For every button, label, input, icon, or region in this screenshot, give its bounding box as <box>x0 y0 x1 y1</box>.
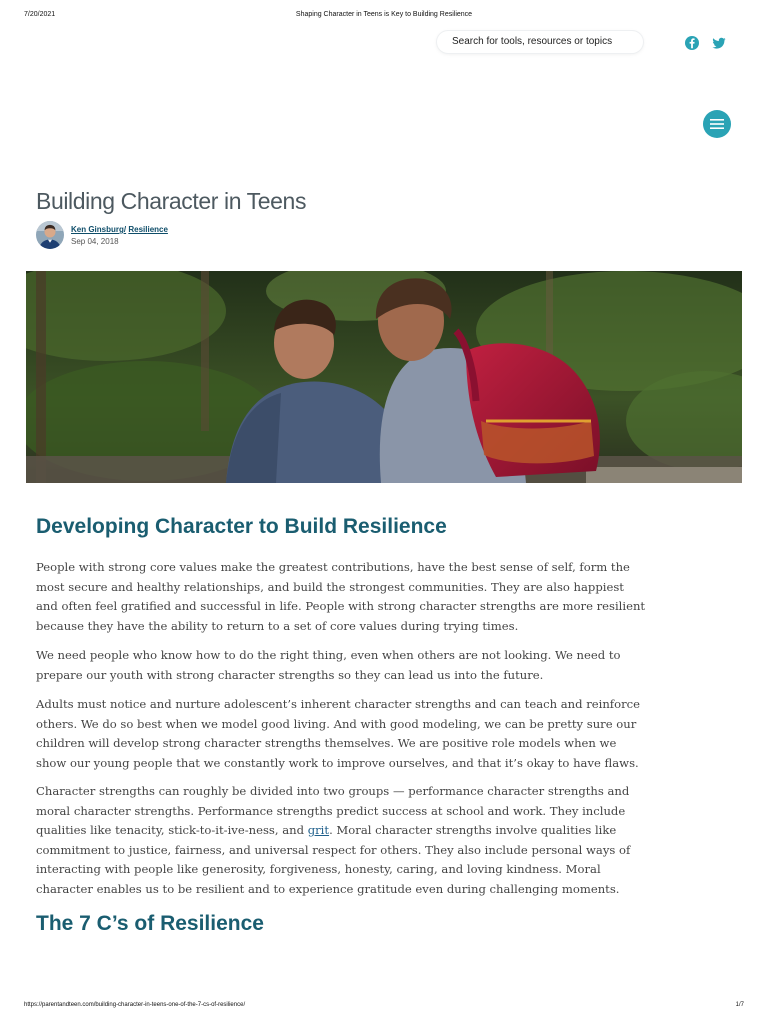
article-paragraph: We need people who know how to do the right thing, even when others are not looking. We need to prepare our youth with strong character strengths so they can lead us into the future. <box>36 648 621 682</box>
hamburger-icon <box>710 118 724 130</box>
search-input[interactable] <box>437 31 643 53</box>
grit-link[interactable]: grit <box>307 823 330 837</box>
author-avatar <box>36 221 64 249</box>
print-document-title: Shaping Character in Teens is Key to Building Resilience <box>295 11 473 18</box>
print-url: https://parentandteen.com/building-character-in-teens-one-of-the-7-cs-of-resilience/ <box>24 1002 246 1008</box>
article-paragraph: People with strong core values make the greatest contributions, have the best sense of self, form the most secure and healthy relationships, and build the strongest communities. They are also happiest and often feel gratified and successful in life. People with strong character strengths are more resilient because they have the ability to return to a set of core values during trying times. <box>36 560 646 633</box>
byline <box>71 224 168 248</box>
hero-image <box>26 271 742 483</box>
search-placeholder: Search for tools, resources or topics <box>452 36 613 47</box>
menu-button[interactable] <box>703 110 731 138</box>
print-page-number: 1/7 <box>735 1002 744 1008</box>
publish-date: Sep 04, 2018 <box>71 237 119 246</box>
article-paragraph <box>36 782 646 899</box>
print-date: 7/20/2021 <box>24 11 56 18</box>
paragraph-text: . Moral character strengths involve qualities like commitment to justice, fairness, and universal respect for others. They also include personal ways of interacting with people like generosity, forgiveness, honesty, caring, and loving kindness. Moral character enables us to be resilient and to experience gratitude even during challenging moments. <box>36 823 631 896</box>
category-link[interactable]: Resilience <box>128 225 168 234</box>
section-heading-developing-character: Developing Character to Build Resilience <box>36 515 447 538</box>
twitter-icon[interactable] <box>711 35 727 51</box>
paragraph-text: Character strengths can roughly be divided into two groups — performance character strengths and moral character strengths. Performance strengths predict success at school and work. They include qualities like tenacity, stick-to-it-ive-ness, and <box>36 784 630 837</box>
author-link[interactable]: Ken Ginsburg <box>71 225 124 234</box>
section-heading-7cs: The 7 C’s of Resilience <box>36 912 264 935</box>
byline-separator: / <box>123 225 127 234</box>
page-title: Building Character in Teens <box>36 188 307 214</box>
facebook-icon[interactable] <box>684 35 700 51</box>
print-header <box>0 11 768 23</box>
article-paragraph: Adults must notice and nurture adolescent’s inherent character strengths and can teach and reinforce others. We do so best when we model good living. And with good modeling, we can be pretty sure our children will develop strong character strengths themselves. We are positive role models when we show our young people that we constantly work to improve ourselves, and that it’s okay to have flaws. <box>36 697 640 770</box>
